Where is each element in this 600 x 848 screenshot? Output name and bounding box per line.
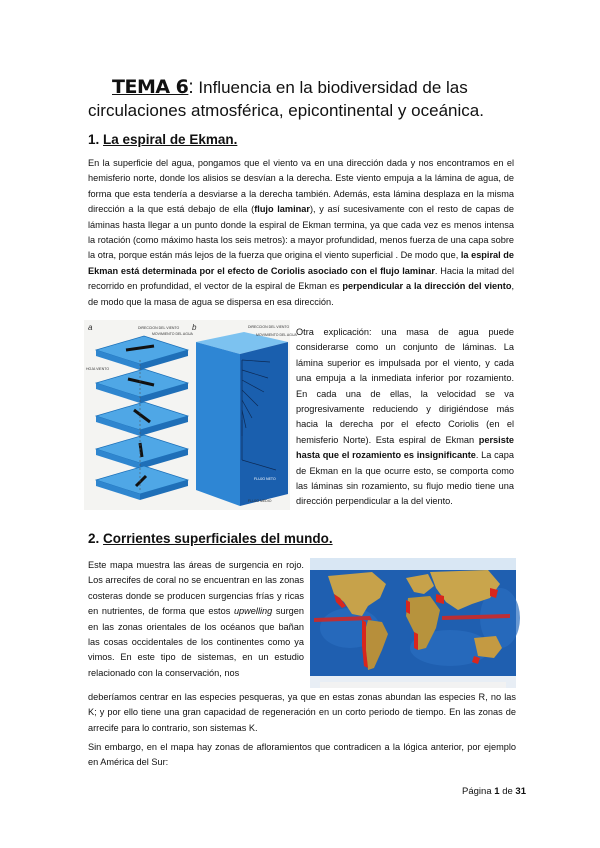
section-number: 1. (88, 132, 100, 147)
figure-b-label-meanflow: FLUJO MEDIO (248, 499, 272, 503)
topic-number: TEMA 6 (112, 76, 189, 98)
section-title: Corrientes superficiales del mundo. (103, 531, 333, 546)
figure-label-b: b (192, 323, 197, 332)
world-map-image (310, 558, 516, 688)
upwelling-paragraph-1: Este mapa muestra las áreas de surgencia en rojo. Los arrecifes de coral no se encuentran en las zonas costeras donde se producen surgencias frías y ricas en nutrientes, de forma que estos upwelling surgen en las zonas orientales de los océanos que bañan las cosas occidentales de los continentes como ya vimos. En este tipo de sistemas, en un estudio relacionado con la conservación, nos (88, 560, 304, 678)
ekman-spiral-figure (84, 320, 297, 510)
document-title-line2: circulaciones atmosférica, epicontinental y oceánica. (88, 101, 484, 120)
page-number: Página 1 de 31 (462, 786, 526, 797)
section-title: La espiral de Ekman. (103, 132, 238, 147)
figure-a-label-sheet: HOJA VIENTO (86, 367, 110, 371)
section-2-heading (88, 531, 333, 546)
title-separator: : (188, 77, 194, 98)
upwelling-world-map (310, 558, 516, 688)
document-title-line1 (112, 76, 468, 99)
section-1-heading (88, 132, 237, 147)
figure-a-label-water: MOVIMIENTO DEL AGUA (152, 332, 193, 336)
figure-a-label-wind: DIRECCION DEL VIENTO (138, 326, 180, 330)
figure-b-label-water: MOVIMIENTO DEL AGUA (256, 333, 297, 337)
upwelling-paragraph-2: Sin embargo, en el mapa hay zonas de afloramientos que contradicen a la lógica anterior, por ejemplo en América del Sur: (88, 742, 516, 768)
title-text-1: Influencia en la biodiversidad de las (193, 78, 468, 97)
figure-b-label-wind: DIRECCION DEL VIENTO (248, 325, 290, 329)
figure-b-label-netflow: FLUJO NETO (254, 477, 276, 481)
section-number: 2. (88, 531, 100, 546)
ekman-spiral-diagram (84, 320, 297, 510)
ekman-paragraph-1: En la superficie del agua, pongamos que el viento va en una dirección dada y nos encontramos en el hemisferio norte, donde los alisios se desvían a la derecha. Este viento empuja a la lámina de agua, de forma que esta tendería a desviarse a la derecha también. Además, esta lámina desplaza en la misma dirección a la que está debajo de ella (flujo laminar), y así sucesivamente con el resto de capas de láminas hasta llegar a un punto donde la espiral de Ekman termina, ya que cada vez es menos intensa la rotación (como máximo hasta los seis metros): a mayor profundidad, menos fuerza de una capa sobre la otra, porque están más lejos de la fuerza que origina el viento superficial . De modo que, la espiral de Ekman está determinada por el efecto de Coriolis asociado con el flujo laminar. Hacia la mitad del recorrido en profundidad, el vector de la espiral de Ekman es perpendicular a la dirección del viento, de modo que la masa de agua se dispersa en esa dirección. (88, 158, 514, 307)
figure-label-a: a (88, 323, 93, 332)
upwelling-paragraph-1-continued: deberíamos centrar en las especies pesqueras, ya que en estas zonas abundan las especies R, no las K; y por ello tiene una gran capacidad de regeneración en un corto periodo de tiempo. En las zonas de arrecife para lo contrario, son sistemas K. (88, 692, 516, 733)
ekman-paragraph-2: Otra explicación: una masa de agua puede considerarse como un conjunto de láminas. La lámina superior es impulsada por el viento, y cada una empuja a la inmediata inferior por rozamiento. En cada una de ellas, la velocidad se va progresivamente reduciendo y dirigiéndose más hacia la derecha por el efecto Coriolis (en el hemisferio Norte). Esta espiral de Ekman persiste hasta que el rozamiento es insignificante. La capa de Ekman en la que ocurre esto, se comporta como las láminas sin rozamiento, su flujo medio tiene una dirección perpendicular a la del viento. (296, 327, 514, 507)
